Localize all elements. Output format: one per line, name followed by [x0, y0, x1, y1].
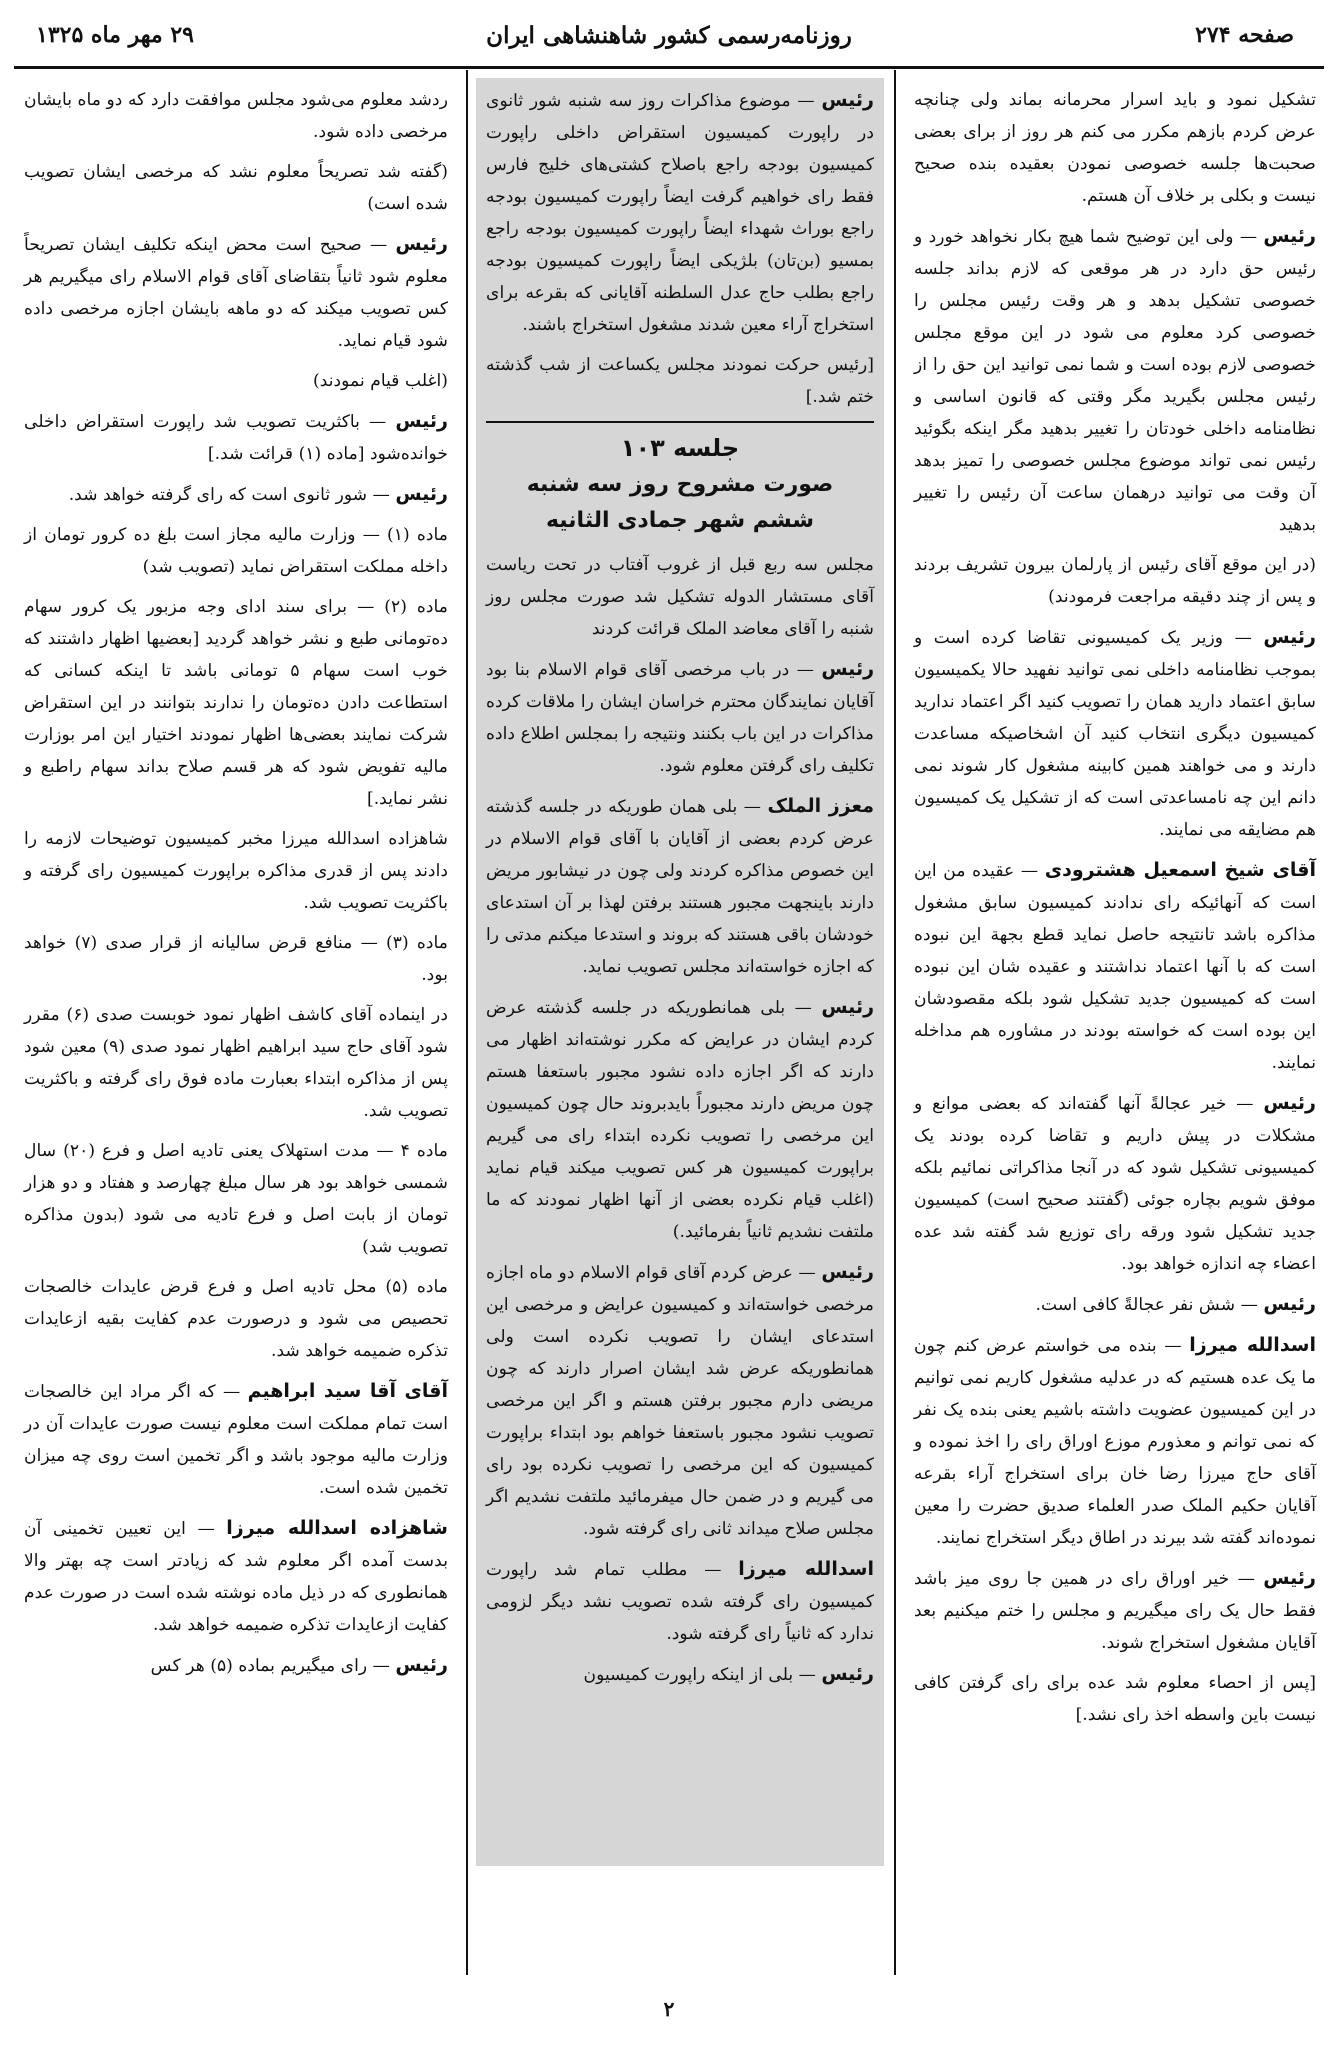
- paragraph: [24, 228, 448, 357]
- paragraph: [486, 1658, 874, 1691]
- paragraph-text: — در باب مرخصی آقای قوام الاسلام بنا بود آقایان نمایندگان محترم خراسان ایشان را ملاقات کرده مذاکرات در این باب بکنند ونتیجه را بمجلس اطلاع داده تکلیف رای گرفتن معلوم شود.: [486, 660, 874, 776]
- speaker-name: رئیس: [1263, 1293, 1316, 1315]
- speaker-name: اسدالله میرزا: [1189, 1334, 1316, 1356]
- speaker-name: رئیس: [821, 658, 875, 680]
- paragraph-text: ماده (۱) — وزارت مالیه مجاز است بلغ ده کرور تومان از داخله مملکت استقراض نماید (تصویب شد): [24, 525, 448, 577]
- paragraph: [24, 999, 448, 1127]
- paragraph-text: در اینماده آقای کاشف اظهار نمود خوبست صدی (۶) مقرر شود آقای حاج سید ابراهیم اظهار نمود صدی (۹) معین شود پس از مذاکره ابتداء بعبارت ماده فوق رای گرفته و باکثریت تصویب شد.: [24, 1005, 448, 1121]
- paragraph-text: — باکثریت تصویب شد راپورت استقراض داخلی خوانده‌شود [ماده (۱) قرائت شد.]: [24, 412, 448, 464]
- speaker-name: رئیس: [821, 996, 875, 1018]
- paragraph: [914, 1667, 1316, 1731]
- paragraph-text: (اغلب قیام نمودند): [312, 371, 448, 391]
- paragraph-text: ماده (۲) — برای سند ادای وجه مزبور یک کرور سهام ده‌تومانی طبع و نشر خواهد گردید [بعضیها اظهار داشتند که خوب است سهام ۵ تومانی باشد تا اینکه کسانی که استطاعت دادن ده‌تومان را ندارند بتوانند در این استقراض شرکت نمایند بعضی‌ها اظهار نمودند اختیار این امر بوزارت مالیه تفویض شود که هر قسم صلاح بداند سهام راطبع و نشر نماید.]: [24, 597, 448, 809]
- paragraph-text: — این تعیین تخمینی آن بدست آمده اگر معلوم شد که زیادتر است چه بهتر والا همانطوری که در ذیل ماده نوشته شده است در صورت عدم کفایت ازعایدات تذکره ضمیمه خواهد شد.: [24, 1519, 448, 1635]
- paragraph-text: — خیر عجالةً آنها گفته‌اند که بعضی موانع و مشکلات در پیش داریم و تقاضا کرده بودند یک کمیسیونی تشکیل شود که در آنجا مذاکراتی نمائیم بلکه موفق شویم بچاره جوئی (گفتند صحیح است) کمیسیون جدید تشکیل شود ورقه رای توزیع شد گفته شد عده اعضاء چه اندازه خواهد بود.: [914, 1094, 1316, 1274]
- paragraph-text: [پس از احصاء معلوم شد عده برای رای گرفتن کافی نیست باین واسطه اخذ رای نشد.]: [914, 1673, 1316, 1725]
- paragraph-text: — که اگر مراد این خالصجات است تمام مملکت است معلوم نیست صورت عایدات آن در وزارت مالیه موجود باشد و اگر تخمین است روی چه میزان تخمین شده است.: [24, 1382, 448, 1498]
- paragraph-text: ماده (۳) — منافع قرض ساليانه از قرار صدی (۷) خواهد بود.: [24, 933, 448, 985]
- paragraph: [24, 365, 448, 397]
- paragraph: [486, 991, 874, 1248]
- page-label: صفحه ۲۷۴: [1195, 22, 1294, 48]
- paragraph: [486, 349, 874, 413]
- speaker-name: رئیس: [1263, 1092, 1316, 1114]
- paragraph: [24, 478, 448, 511]
- paragraph-text: — مطلب تمام شد راپورت کمیسیون رای گرفته شده تصویب نشد دیگر لزومی ندارد که ثانیاً رای گرفته شود.: [486, 1560, 874, 1644]
- paragraph: [24, 84, 448, 148]
- paragraph-text: ماده ۴ — مدت استهلاک یعنی تادیه اصل و فرع (۲۰) سال شمسی خواهد بود هر سال مبلغ چهارصد و هفتاد و دو هزار تومان از بابت اصل و فرع تادیه می شود (بدون مذاکره تصویب شد): [24, 1141, 448, 1257]
- speaker-name: رئیس: [395, 483, 448, 505]
- paragraph-text: — بلی همان طوریکه در جلسه گذشته عرض کردم بعضی از آقایان با آقای قوام الاسلام در این خصوص مذاکره کردند ولی چون در نیشابور مریض دارند باینجهت مجبور هستند برفتن لهذا بر آن استدعای خودشان باقی هستند که بروند و استدعا میکنم مدتی را که اجازه خواسته‌اند مجلس تصویب نماید.: [486, 797, 874, 977]
- paragraph-text: — عرض کردم آقای قوام الاسلام دو ماه اجازه مرخصی خواسته‌اند و کمیسیون عرایض و مرخصی این استدعای ایشان را تصویب نکرده است ولی همانطوریکه عرض شد ایشان اصرار دارند که چون مریضی دارم مجبور برفتن هستم و اگر این مرخصی تصویب نشود مجبور باستعفا خواهم بود ابتداء براپورت کمیسیون که این مرخصی را تصویب نکرده بود رای می گیریم و در ضمن حال میفرمائید ملتفت نشدیم اگر مجلس صلاح میداند ثانی رای گرفته شود.: [486, 1263, 874, 1539]
- paragraph-text: — شور ثانوی است که رای گرفته خواهد شد.: [68, 485, 390, 505]
- paragraph: [24, 1135, 448, 1263]
- speaker-name: رئیس: [1263, 225, 1316, 247]
- paragraph-text: — ولی این توضیح شما هیچ بکار نخواهد خورد و رئیس حق دارد در هر موقعی که لازم بداند جلسه خصوصی تشکیل بدهد و هر وقت رئیس مجلس را خصوصی کرد معلوم می شود در این موقع مجلس خصوصی لازم بوده است و شما نمی توانید این حق را از رئیس مجلس بگیرید مگر وقتی که قانون اساسی و نظامنامه داخلی خودتان را تغییر بدهید مگر اینکه بگوئید رئیس نمی تواند موضوع مجلس خصوصی را تمیز بدهد آن وقت می توانید درهمان ساعت آن رئیس را تغییر بدهید: [914, 227, 1316, 535]
- speaker-name: رئیس: [1263, 626, 1316, 648]
- page-header: [14, 8, 1324, 69]
- paragraph: [24, 519, 448, 583]
- speaker-name: معزز الملک: [767, 795, 874, 817]
- paragraph-text: — موضوع مذاکرات روز سه شنبه شور ثانوی در راپورت کمیسیون استقراض داخلی راپورت کمیسیون بودجه راجع باصلاح کشتی‌های خلیج فارس فقط رای خواهیم گرفت ایضاً راپورت کمیسیون بودجه راجع بوراث شهداء ایضاً راپورت کمیسیون بودجه راجع بمسیو (بن‌تان) بلژیکی ایضاً راپورت کمیسیون بودجه راجع بطلب حاج عدل السلطنه آقایانی که بقرعه برای استخراج آراء معین شدند مشغول استخراج باشند.: [486, 91, 874, 335]
- paragraph: [24, 405, 448, 470]
- paragraph: [914, 84, 1316, 212]
- session-title: جلسه ۱۰۳: [620, 434, 740, 462]
- speaker-name: شاهزاده اسدالله میرزا: [226, 1517, 448, 1539]
- speaker-name: رئیس: [821, 89, 874, 111]
- session-date: ششم شهر جمادی الثانیه: [545, 508, 815, 533]
- speaker-name: رئیس: [395, 410, 448, 432]
- paragraph: [24, 1512, 448, 1641]
- speaker-name: رئیس: [821, 1261, 874, 1283]
- session-heading: [486, 421, 874, 539]
- paragraph: [486, 1256, 874, 1545]
- paragraph: [24, 591, 448, 815]
- paragraph-text: — بنده می خواستم عرض کنم چون ما یک عده هستیم که در عدلیه مشغول کاریم نمی توانیم در این کمیسیون عضویت داشته باشیم یعنی بنده یک نفر که نمی توانم و معذورم موزع اوراق رای را اخذ نموده و آقای حاج میرزا رضا خان برای استخراج آراء بقرعه آقایان حکیم الملک صدر العلماء صدیق حضرت را معین نموده‌اند گفته شد بیرند در اطاق دیگر استخراج نمایند.: [914, 1336, 1316, 1548]
- paragraph-text: ماده (۵) محل تادیه اصل و فرع قرض عایدات خالصجات تحصیص می شود و درصورت عدم کفایت بقیه ازعایدات تذکره ضمیمه خواهد شد.: [24, 1277, 448, 1361]
- speaker-name: رئیس: [395, 1654, 448, 1676]
- paragraph-text: مجلس سه ربع قبل از غروب آفتاب در تحت ریاست آقای مستشار الدوله تشکیل شد صورت مجلس روز شنبه را آقای معاضد الملک قرائت کردند: [486, 555, 874, 639]
- column-middle: [476, 78, 884, 1866]
- paragraph-text: تشکیل نمود و باید اسرار محرمانه بماند ولی چنانچه عرض کردم بازهم مکرر می کنم هر روز از برای بعضی صحبت‌ها جلسه خصوصی نمودن بعقیده بنده صحیح نیست و بکلی بر خلاف آن هستم.: [914, 90, 1316, 206]
- paragraph: [24, 1375, 448, 1504]
- paragraph: [914, 1329, 1316, 1554]
- paragraph-text: ردشد معلوم می‌شود مجلس موافقت دارد که دو ماه بایشان مرخصی داده شود.: [24, 90, 448, 142]
- paragraph: [914, 220, 1316, 541]
- paragraph-text: — وزیر یک کمیسیونی تقاضا کرده است و بموجب نظامنامه داخلی نمی توانید نفهید حالا یکمیسیون سابق اعتماد دارید همان را تصویب کنید اگر اعتماد ندارید کمیسیون دیگری انتخاب کنید آن اشخاصیکه مساعدت دارند و می خواهند همین کابینه مشغول کار شوند نمی دانم این چه نامساعدتی است که از تشکیل یک کمیسیون هم مضایقه می نمایند.: [914, 628, 1316, 840]
- paragraph: [24, 156, 448, 220]
- paragraph-text: (گفته شد تصریحاً معلوم نشد که مرخصی ایشان تصویب شده است): [24, 162, 448, 214]
- paragraph-text: — خیر اوراق رای در همین جا روی میز باشد فقط حال یک رای میگیریم و مجلس را ختم میکنیم بعد آقایان مشغول استخراج شوند.: [914, 1569, 1316, 1653]
- paragraph-text: — شش نفر عجالةً کافی است.: [1035, 1295, 1258, 1315]
- paragraph: [486, 790, 874, 983]
- paragraph-text: — صحیح است محض اینکه تکلیف ایشان تصریحاً معلوم شود ثانیاً بتقاضای آقای قوام الاسلام رای میگیریم هر کس تصویب میکند که دو ماهه بایشان اجازه مرخصی داده شود قیام نماید.: [24, 235, 448, 351]
- paragraph: [24, 823, 448, 919]
- paragraph: [486, 1553, 874, 1650]
- paragraph-text: شاهزاده اسدالله میرزا مخبر کمیسیون توضیحات لازمه را دادند پس از قدری مذاکره براپورت کمیسیون رای گرفته و باکثریت تصویب شد.: [24, 829, 448, 913]
- issue-date: ۲۹ مهر ماه ۱۳۲۵: [36, 22, 194, 48]
- speaker-name: آقای آقا سید ابراهیم: [247, 1380, 448, 1402]
- paragraph: [914, 1087, 1316, 1280]
- paragraph: [914, 1288, 1316, 1321]
- page-number: ۲: [663, 1997, 675, 2021]
- column-right: [904, 78, 1324, 1966]
- paragraph: [24, 1649, 448, 1682]
- speaker-name: رئیس: [395, 233, 448, 255]
- session-subtitle: صورت مشروح روز سه شنبه: [526, 472, 834, 497]
- speaker-name: رئیس: [1263, 1567, 1316, 1589]
- paragraph-text: — بلی از اینکه راپورت کمیسیون: [583, 1665, 816, 1685]
- paragraph-text: (در این موقع آقای رئیس از پارلمان بیرون تشریف بردند و پس از چند دقیقه مراجعت فرمودند): [914, 555, 1316, 607]
- paragraph: [914, 1562, 1316, 1659]
- paragraph-text: [رئیس حرکت نمودند مجلس یکساعت از شب گذشته ختم شد.]: [486, 355, 874, 407]
- paragraph: [24, 927, 448, 991]
- paragraph: [486, 84, 874, 341]
- middle-top-section: [486, 84, 874, 413]
- speaker-name: رئیس: [821, 1663, 874, 1685]
- column-divider: [894, 70, 896, 1975]
- newspaper-title: روزنامه‌رسمی کشور شاهنشاهی ایران: [486, 22, 852, 49]
- paragraph: [486, 549, 874, 645]
- column-divider: [466, 70, 468, 1975]
- paragraph-text: — رای میگیریم بماده (۵) هر کس: [150, 1656, 390, 1676]
- speaker-name: آقای شیخ اسمعیل هشترودی: [1044, 859, 1316, 881]
- paragraph-text: — بلی همانطوریکه در جلسه گذشته عرض کردم ایشان در عرایض که مکرر نوشته‌اند اظهار می دارند که اگر اجازه داده نشود مجبور باستعفا هستم چون مریض دارند مجبوراً بایدبروند حال چون کمیسیون این مرخصی را تصویب نکرده ابتداء رای می گیریم براپورت کمیسیون هر کس تصویب میکند قیام نماید (اغلب قیام نکرده بعضی از آنها اظهار نمودند که ما ملتفت نشدیم ثانیاً بفرمائید.): [486, 998, 874, 1242]
- paragraph: [914, 854, 1316, 1079]
- paragraph: [486, 653, 874, 782]
- paragraph: [24, 1271, 448, 1367]
- column-left: [14, 78, 458, 1966]
- speaker-name: اسدالله میرزا: [738, 1558, 874, 1580]
- paragraph-text: — عقیده من این است که آنهائیکه رای ندادند کمیسیون سابق مشغول مذاکره باشد تانتیجه حاصل نماید قطع بجهة این نبوده است که با آنها اعتماد نداشتند و عقیده شان این نبوده است که کمیسیون جدید تشکیل شود بلکه مقصودشان این بوده است که خواسته بودند در مشاوره هم مداخله نمایند.: [914, 861, 1316, 1073]
- middle-bottom-section: [486, 549, 874, 1691]
- paragraph: [914, 621, 1316, 846]
- paragraph: [914, 549, 1316, 613]
